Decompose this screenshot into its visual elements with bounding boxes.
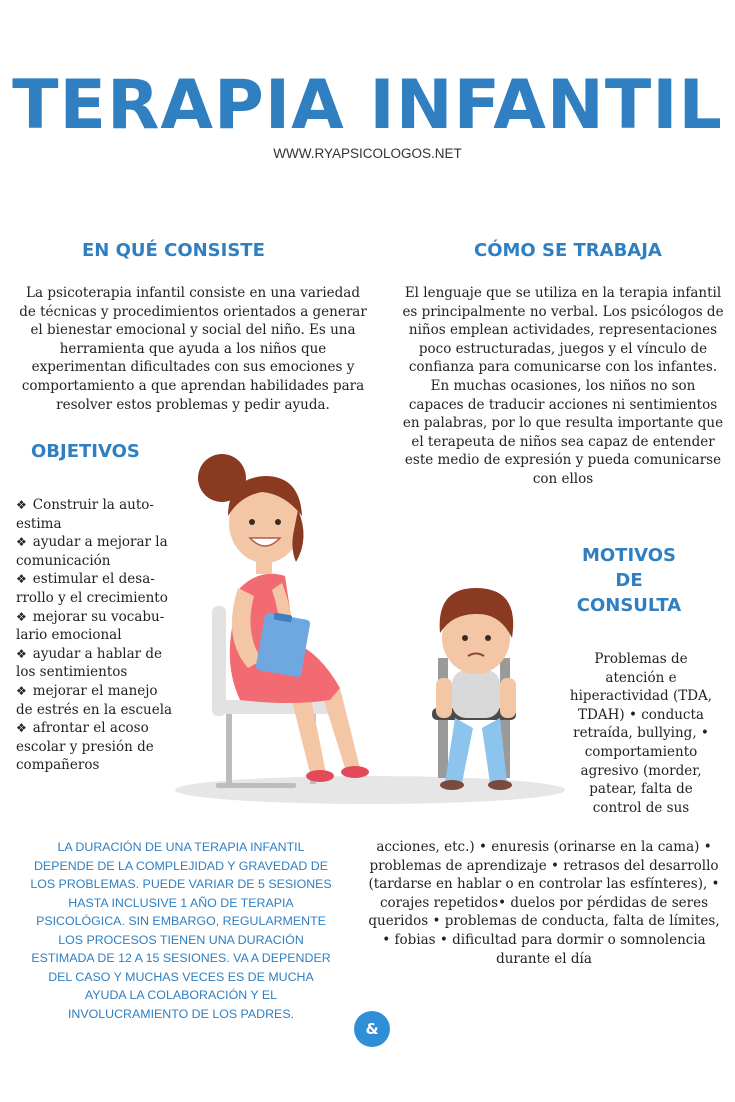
list-item-text: ayudar a mejorar la comunicación	[16, 534, 168, 569]
list-item-text: mejorar el manejo de estrés en la escuela	[16, 682, 173, 718]
objetivos-list	[16, 496, 176, 775]
diamond-bullet-icon: ❖	[16, 646, 27, 661]
diamond-bullet-icon: ❖	[16, 683, 27, 698]
list-item-text: Construir la auto-estima	[16, 497, 154, 532]
page-title: TERAPIA INFANTIL	[12, 66, 723, 145]
list-item-text: mejorar su vocabu-lario emocional	[16, 608, 165, 644]
heading-motivos-de-consulta	[570, 543, 688, 618]
list-item	[16, 719, 176, 775]
therapist-child-illustration	[170, 438, 570, 808]
diamond-bullet-icon: ❖	[16, 535, 27, 550]
list-item	[16, 682, 176, 719]
diamond-bullet-icon: ❖	[16, 498, 27, 512]
list-item	[16, 570, 176, 607]
brand-logo-icon[interactable]: &	[354, 1011, 390, 1047]
diamond-bullet-icon: ❖	[16, 609, 27, 624]
paragraph-motivos-part2: acciones, etc.) • enuresis (orinarse en la cama) • problemas de aprendizaje • retrasos del desarrollo (tardarse en hablar o en controlar las esfínteres), • corajes repetidos• duelos por pérdidas de seres queridos • problemas de conducta, falta de límites, • fobias • dificultad para dormir o somnolencia durante el día	[368, 839, 720, 967]
heading-como-se-trabaja: CÓMO SE TRABAJA	[474, 240, 662, 261]
paragraph-duracion: LA DURACIÓN DE UNA TERAPIA INFANTIL DEPENDE DE LA COMPLEJIDAD Y GRAVEDAD DE LOS PROBLEMAS. PUEDE VARIAR DE 5 SESIONES HASTA INCLUSIVE 1 AÑO DE TERAPIA PSICOLÓGICA. SIN EMBARGO, REGULARMENTE LOS PROCESOS TIENEN UNA DURACIÓN ESTIMADA DE 12 A 15 SESIONES. VA A DEPENDER DEL CASO Y MUCHAS VECES ES DE MUCHA AYUDA LA COLABORACIÓN Y EL INVOLUCRAMIENTO DE LOS PADRES.	[30, 840, 332, 1021]
paragraph-como-se-trabaja: El lenguaje que se utiliza en la terapia infantil es principalmente no verbal. Los psicólogos de niños emplean actividades, representaciones poco estructuradas, juegos y el vínculo de confianza para comunicarse con los infantes. En muchas ocasiones, los niños no son capaces de traducir acciones ni sentimientos en palabras, por lo que resulta importante que el terapeuta de niños sea capaz de entender este medio de expresión y pueda comunicarse con ellos	[402, 285, 724, 487]
paragraph-motivos-part1: Problemas de atención e hiperactividad (TDA, TDAH) • conducta retraída, bullying, • comportamiento agresivo (morder, patear, falta de control de sus	[569, 651, 713, 816]
diamond-bullet-icon: ❖	[16, 721, 27, 736]
heading-line: MOTIVOS	[581, 545, 677, 566]
list-item	[16, 533, 176, 570]
list-item	[16, 496, 176, 533]
list-item	[16, 645, 176, 682]
list-item-text: afrontar el acoso escolar y presión de compañeros	[16, 720, 154, 774]
heading-line: CONSULTA	[576, 595, 682, 616]
heading-en-que-consiste: EN QUÉ CONSISTE	[82, 240, 265, 261]
website-url[interactable]: WWW.RYAPSICOLOGOS.NET	[273, 146, 462, 161]
list-item-text: ayudar a hablar de los sentimientos	[16, 645, 163, 681]
heading-objetivos: OBJETIVOS	[31, 441, 140, 462]
paragraph-en-que-consiste: La psicoterapia infantil consiste en una variedad de técnicas y procedimientos orientados a generar el bienestar emocional y social del niño. Es una herramienta que ayuda a los niños que experimentan dificultades con sus emociones y comportamiento a que aprendan habilidades para resolver estos problemas y pedir ayuda.	[19, 285, 367, 413]
heading-line: DE	[615, 570, 643, 591]
list-item	[16, 608, 176, 645]
diamond-bullet-icon: ❖	[16, 572, 27, 587]
list-item-text: estimular el desa-rrollo y el crecimiento	[16, 571, 168, 606]
